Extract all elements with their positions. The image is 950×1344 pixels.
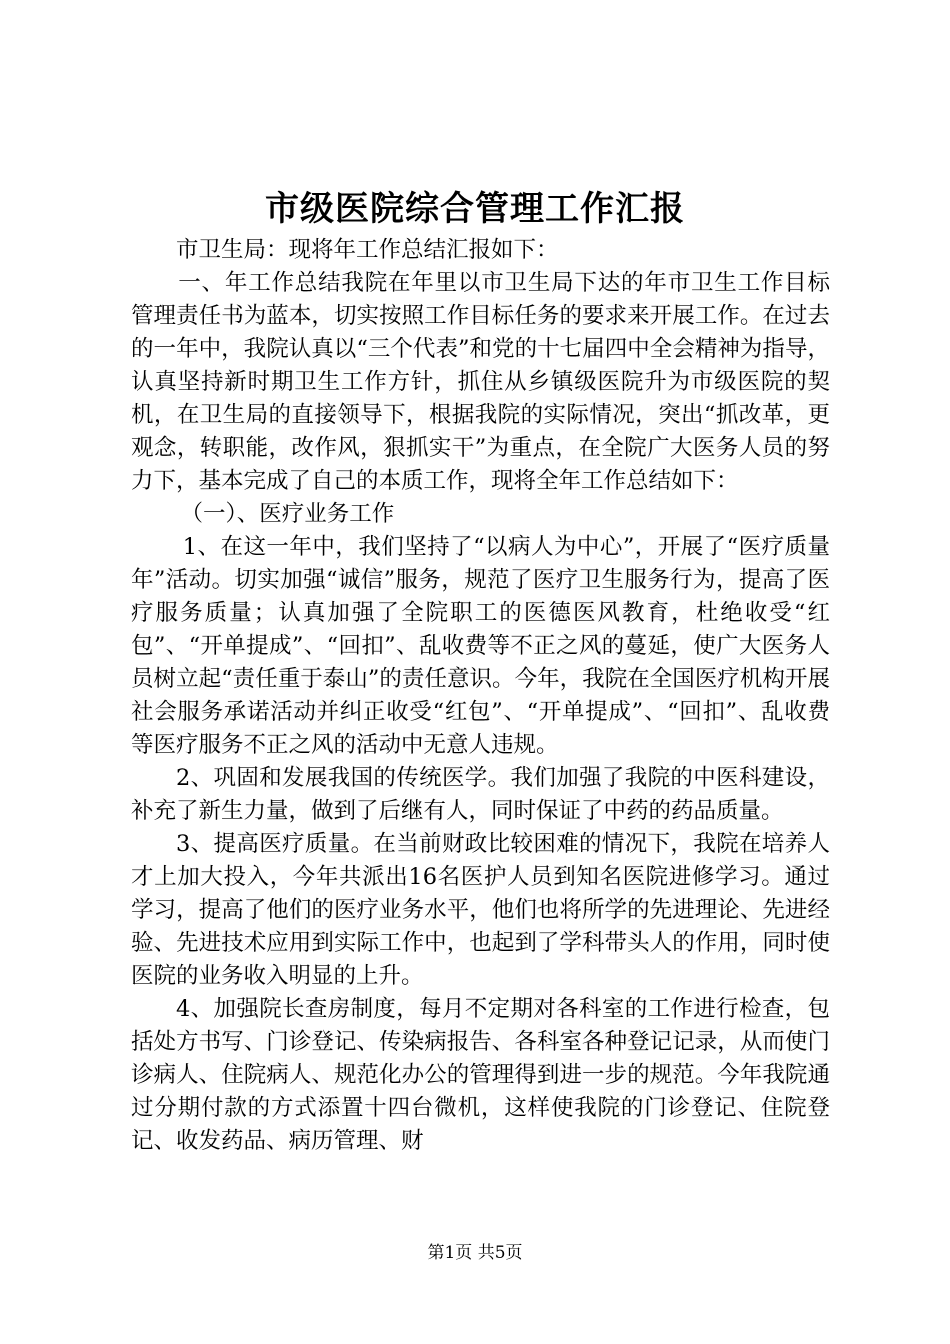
paragraph-item-2: 2、巩固和发展我国的传统医学。我们加强了我院的中医科建设，补充了新生力量，做到了后继有人，同时保证了中药的药品质量。 [131,765,830,824]
paragraph-item-4: 4、加强院长查房制度，每月不定期对各科室的工作进行检查，包括处方书写、门诊登记、传染病报告、各科室各种登记记录，从而使门诊病人、住院病人、规范化办公的管理得到进一步的规范。今年我院通过分期付款的方式添置十四台微机，这样使我院的门诊登记、住院登记、收发药品、病历管理、财 [131,996,830,1154]
paragraph-item-1: 1、在这一年中，我们坚持了“以病人为中心”，开展了“医疗质量年”活动。切实加强“诚信”服务，规范了医疗卫生服务行为，提高了医疗服务质量；认真加强了全院职工的医德医风教育，杜绝收受“红包”、“开单提成”、“回扣”、乱收费等不正之风的蔓延，使广大医务人员树立起“责任重于泰山”的责任意识。今年，我院在全国医疗机构开展社会服务承诺活动并纠正收受“红包”、“开单提成”、“回扣”、乱收费等医疗服务不正之风的活动中无意人违规。 [131,534,830,758]
document-body [131,234,830,1158]
paragraph-item-3: 3、提高医疗质量。在当前财政比较困难的情况下，我院在培养人才上加大投入，今年共派出16名医护人员到知名医院进修学习。通过学习，提高了他们的医疗业务水平，他们也将所学的先进理论、先进经验、先进技术应用到实际工作中，也起到了学科带头人的作用，同时使医院的业务收入明显的上升。 [131,831,830,989]
paragraph-salutation: 市卫生局：现将年工作总结汇报如下： [176,237,559,263]
paragraph-summary: 一、年工作总结我院在年里以市卫生局下达的年市卫生工作目标管理责任书为蓝本，切实按照工作目标任务的要求来开展工作。在过去的一年中，我院认真以“三个代表”和党的十七届四中全会精神为指导，认真坚持新时期卫生工作方针，抓住从乡镇级医院升为市级医院的契机，在卫生局的直接领导下，根据我院的实际情况，突出“抓改革，更观念，转职能，改作风，狠抓实干”为重点，在全院广大医务人员的努力下，基本完成了自己的本质工作，现将全年工作总结如下： [131,270,830,494]
section-heading-medical: （一）、医疗业务工作 [180,501,395,527]
document-title: 市级医院综合管理工作汇报 [265,189,685,229]
page-number: 第1页 共5页 [427,1243,523,1263]
